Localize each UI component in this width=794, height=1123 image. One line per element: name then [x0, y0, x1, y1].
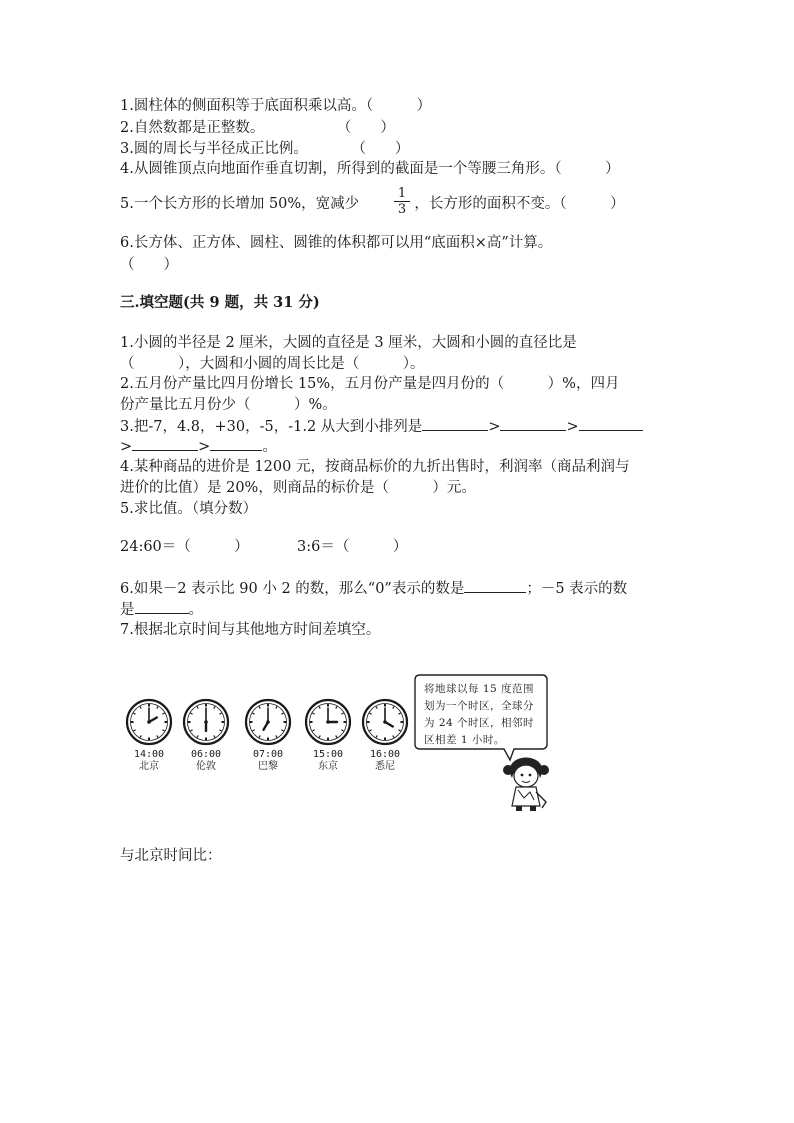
clock-city-label: 巴黎: [258, 761, 278, 772]
judge-item-6-blank: （ ）: [120, 257, 178, 273]
clock-2: [181, 698, 231, 773]
clock-time-label: 07:00: [252, 749, 284, 760]
fill-q1-line1: 1.小圆的半径是 2 厘米，大圆的直径是 3 厘米，大圆和小圆的直径比是: [120, 335, 577, 351]
clock-face-icon: [243, 698, 293, 746]
fill-q5-title: 5.求比值。（填分数）: [120, 501, 258, 517]
answer-blank[interactable]: [464, 578, 526, 593]
fill-q5-b: 3:6＝（ ）: [297, 539, 408, 555]
girl-illustration: [500, 756, 552, 812]
answer-blank[interactable]: [132, 436, 198, 451]
fill-q1-line2: （ ），大圆和小圆的周长比是（ ）。: [120, 356, 425, 372]
bubble-text: 将地球以每 15 度范围划为一个时区，全球分为 24 个时区，相邻时区相差 1 小时。: [424, 683, 535, 746]
compare-label: 与北京时间比：: [120, 848, 222, 864]
clock-city-label: 悉尼: [375, 761, 395, 772]
fill-q5-a: 24:60＝（ ）: [120, 539, 249, 555]
fill-q2-line2: 份产量比五月份少（ ）%。: [120, 397, 337, 413]
clock-time-label: 14:00: [133, 749, 165, 760]
clock-city-label: 北京: [139, 761, 159, 772]
fill-q6-line1: 6.如果－2 表示比 90 小 2 的数，那么“0”表示的数是 ；－5 表示的数: [120, 578, 627, 599]
fill-q6-line2: 是 。: [120, 599, 203, 620]
clock-time-label: 15:00: [312, 749, 344, 760]
answer-blank[interactable]: [135, 599, 189, 614]
answer-blank[interactable]: [500, 416, 566, 431]
fill-q2-line1: 2.五月份产量比四月份增长 15%，五月份产量是四月份的（ ）%，四月: [120, 376, 620, 392]
judge-item-2: 2.自然数都是正整数。 （ ）: [120, 120, 395, 136]
judge-item-5-text-end: ，长方形的面积不变。（ ）: [414, 196, 625, 212]
answer-blank[interactable]: [422, 416, 488, 431]
answer-blank[interactable]: [579, 416, 643, 431]
clock-1: [124, 698, 174, 773]
fill-q4-line2: 进价的比值）是 20%，则商品的标价是（ ）元。: [120, 480, 476, 496]
clock-3: [243, 698, 293, 773]
clock-time-label: 16:00: [369, 749, 401, 760]
fill-q4-line1: 4.某种商品的进价是 1200 元，按商品标价的九折出售时，利润率（商品利润与: [120, 459, 630, 475]
section-title: 三.填空题(共 9 题，共 31 分): [120, 294, 320, 311]
clock-city-label: 东京: [318, 761, 338, 772]
judge-item-1: 1.圆柱体的侧面积等于底面积乘以高。（ ）: [120, 98, 432, 114]
clock-face-icon: [181, 698, 231, 746]
clock-face-icon: [303, 698, 353, 746]
judge-item-6: 6.长方体、正方体、圆柱、圆锥的体积都可以用“底面积×高”计算。: [120, 235, 553, 251]
fill-q3-line2: > > 。: [120, 436, 277, 457]
fill-q3-line1: 3.把-7，4.8，+30，-5，-1.2 从大到小排列是 > >: [120, 416, 643, 437]
clock-face-icon: [124, 698, 174, 746]
clock-time-label: 06:00: [190, 749, 222, 760]
fill-q7: 7.根据北京时间与其他地方时间差填空。: [120, 622, 381, 638]
clock-face-icon: [360, 698, 410, 746]
judge-item-5-text: 5.一个长方形的长增加 50%，宽减少: [120, 196, 360, 212]
fraction-one-third: $\frac{1}{3}$: [394, 186, 410, 217]
judge-item-5: [120, 194, 625, 214]
judge-item-4: 4.从圆锥顶点向地面作垂直切割，所得到的截面是一个等腰三角形。（ ）: [120, 161, 620, 177]
clock-4: [303, 698, 353, 773]
answer-blank[interactable]: [210, 436, 262, 451]
clock-5: [360, 698, 410, 773]
clock-city-label: 伦敦: [196, 761, 216, 772]
judge-item-3: 3.圆的周长与半径成正比例。 （ ）: [120, 141, 410, 157]
